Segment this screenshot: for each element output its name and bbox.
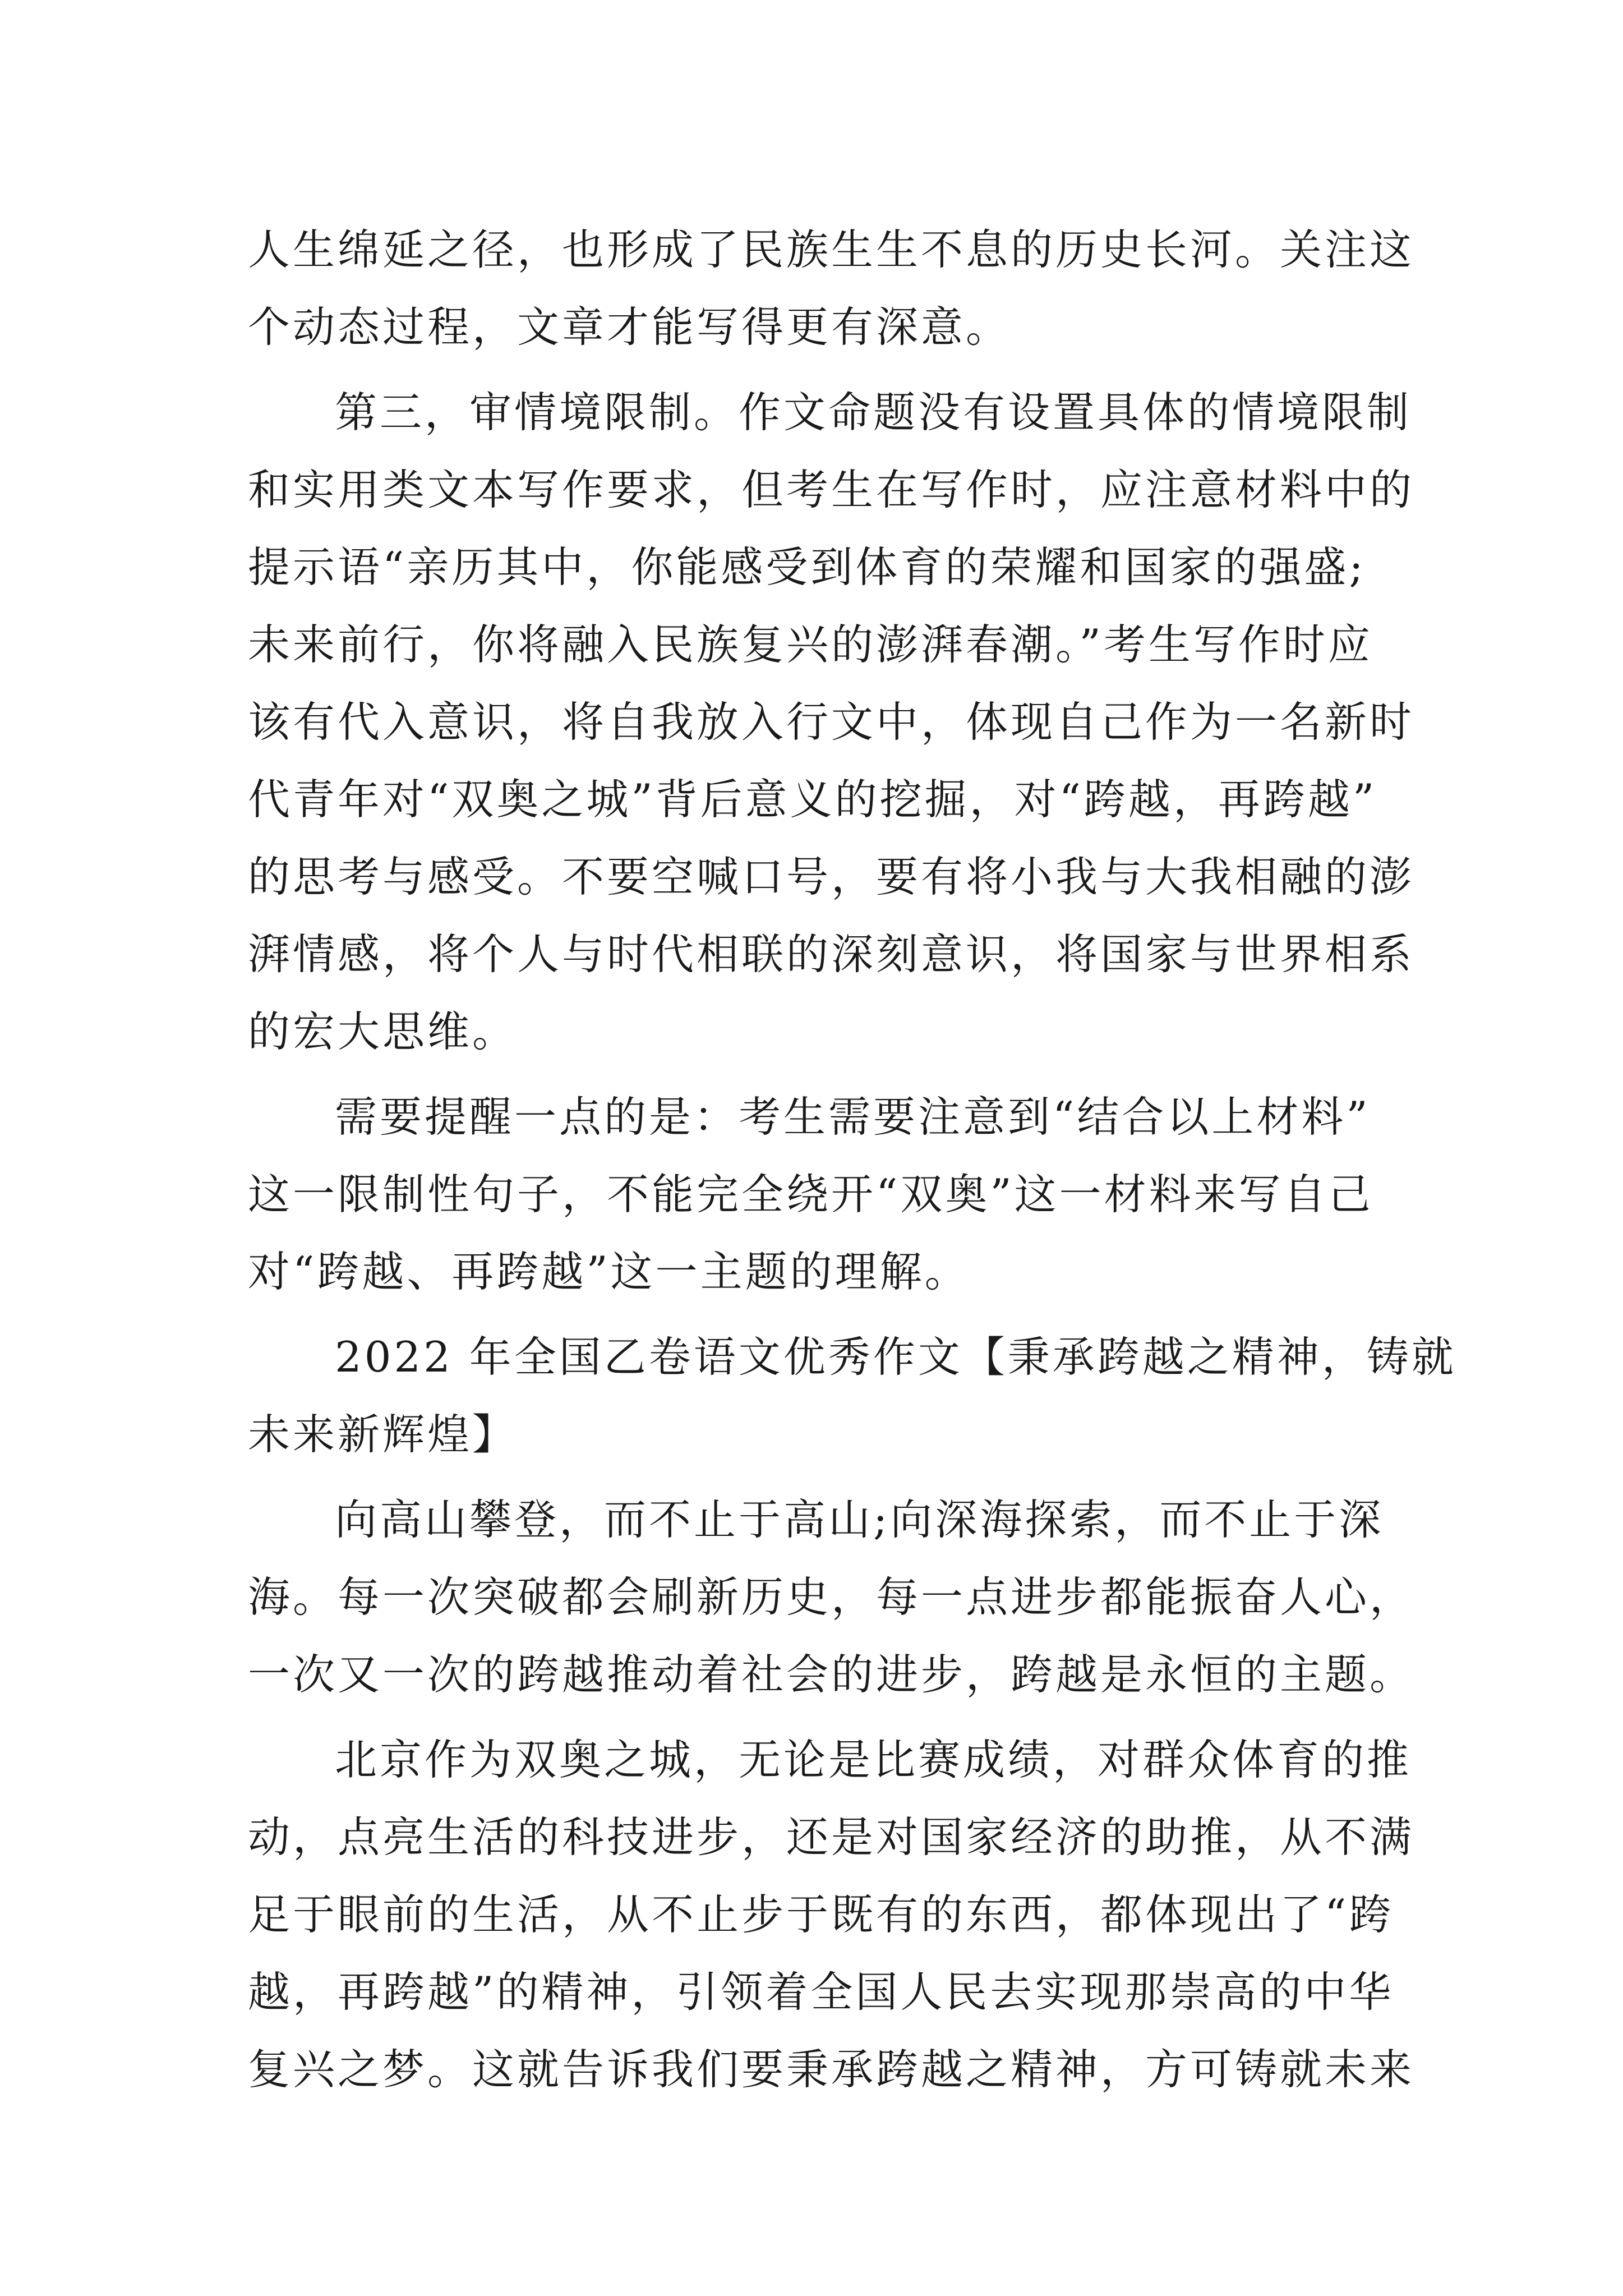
- text-line: 代青年对“双奥之城”背后意义的挖掘，对“跨越，再跨越”: [248, 775, 1377, 824]
- text-line: 复兴之梦。这就告诉我们要秉承跨越之精神，方可铸就未来: [248, 2045, 1415, 2094]
- text-line: 海。每一次突破都会刷新历史，每一点进步都能振奋人心，: [248, 1572, 1415, 1622]
- text-line: 越，再跨越”的精神，引领着全国人民去实现那崇高的中华: [248, 1967, 1394, 2017]
- text-line: 对“跨越、再跨越”这一主题的理解。: [248, 1247, 970, 1296]
- paragraph-essay-opening: [248, 1481, 1415, 1713]
- paragraph-continuation: [248, 211, 1415, 366]
- text-line: 第三，审情境限制。作文命题没有设置具体的情境限制: [335, 388, 1412, 437]
- text-line: 动，点亮生活的科技进步，还是对国家经济的助推，从不满: [248, 1812, 1415, 1862]
- text-line: 北京作为双奥之城，无论是比赛成绩，对群众体育的推: [335, 1735, 1412, 1784]
- text-line: 个动态过程，文章才能写得更有深意。: [248, 302, 1011, 352]
- text-line: 和实用类文本写作要求，但考生在写作时，应注意材料中的: [248, 465, 1415, 514]
- paragraph-reminder: [248, 1078, 1375, 1310]
- text-line: 的宏大思维。: [248, 1007, 518, 1056]
- text-line: 需要提醒一点的是：考生需要注意到“结合以上材料”: [335, 1092, 1371, 1142]
- text-line: 未来前行，你将融入民族复兴的澎湃春潮。”考生写作时应: [248, 620, 1373, 669]
- text-line: 该有代入意识，将自我放入行文中，体现自己作为一名新时: [248, 697, 1415, 747]
- text-line: 向高山攀登，而不止于高山;向深海探索，而不止于深: [335, 1495, 1384, 1544]
- text-line: 2022 年全国乙卷语文优秀作文【秉承跨越之精神，铸就: [335, 1332, 1456, 1382]
- document-body: [248, 211, 1456, 2108]
- text-line: 未来新辉煌】: [248, 1410, 518, 1459]
- paragraph-essay-beijing: [248, 1721, 1415, 2108]
- text-line: 的思考与感受。不要空喊口号，要有将小我与大我相融的澎: [248, 852, 1415, 901]
- essay-title: [248, 1318, 1456, 1473]
- text-line: 人生绵延之径，也形成了民族生生不息的历史长河。关注这: [248, 225, 1415, 274]
- text-line: 足于眼前的生活，从不止步于既有的东西，都体现出了“跨: [248, 1890, 1394, 1939]
- paragraph-third-point: [248, 374, 1415, 1070]
- text-line: 提示语“亲历其中，你能感受到体育的荣耀和国家的强盛;: [248, 542, 1366, 592]
- text-line: 这一限制性句子，不能完全绕开“双奥”这一材料来写自己: [248, 1170, 1373, 1219]
- text-line: 湃情感，将个人与时代相联的深刻意识，将国家与世界相系: [248, 930, 1415, 979]
- text-line: 一次又一次的跨越推动着社会的进步，跨越是永恒的主题。: [248, 1650, 1415, 1699]
